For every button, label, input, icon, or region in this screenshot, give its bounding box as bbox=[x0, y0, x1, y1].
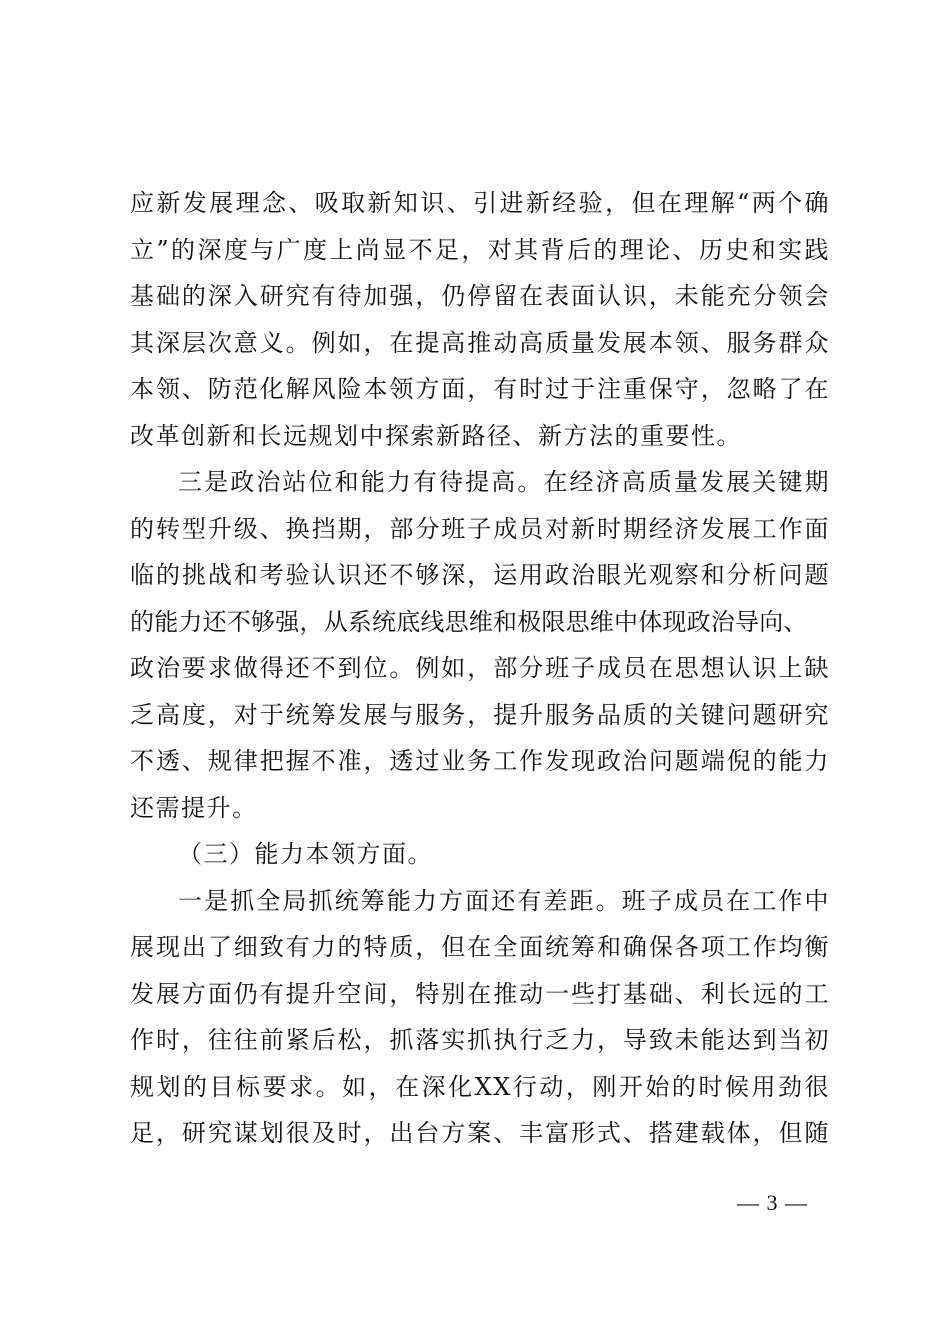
text-line: 乏高度，对于统筹发展与服务，提升服务品质的关键问题研究 bbox=[130, 700, 830, 729]
text-line: 的能力还不够强，从系统底线思维和极限思维中体现政治导向、 bbox=[130, 607, 808, 636]
text-line: 规划的目标要求。如，在深化XX行动，刚开始的时候用劲很 bbox=[130, 1072, 830, 1101]
page-number: — 3 — bbox=[737, 1190, 808, 1215]
text-line: 立”的深度与广度上尚显不足，对其背后的理论、历史和实践 bbox=[130, 235, 830, 264]
section-heading: （三）能力本领方面。 bbox=[178, 840, 433, 868]
text-line: 临的挑战和考验认识还不够深，运用政治眼光观察和分析问题 bbox=[130, 561, 830, 589]
text-line: 足，研究谋划很及时，出台方案、丰富形式、搭建载体，但随 bbox=[130, 1119, 830, 1147]
body-text bbox=[130, 180, 830, 1157]
text-line: 三是政治站位和能力有待提高。在经济高质量发展关键期 bbox=[178, 468, 830, 496]
text-line: 不透、规律把握不准，透过业务工作发现政治问题端倪的能力 bbox=[130, 747, 830, 775]
text-line: 改革创新和长远规划中探索新路径、新方法的重要性。 bbox=[130, 421, 742, 450]
text-line: 其深层次意义。例如，在提高推动高质量发展本领、服务群众 bbox=[130, 328, 830, 357]
text-line: 的转型升级、换挡期，部分班子成员对新时期经济发展工作面 bbox=[130, 514, 830, 543]
text-line: 应新发展理念、吸取新知识、引进新经验，但在理解“两个确 bbox=[130, 189, 830, 217]
text-line: 政治要求做得还不到位。例如，部分班子成员在思想认识上缺 bbox=[130, 654, 830, 682]
text-line: 展现出了细致有力的特质，但在全面统筹和确保各项工作均衡 bbox=[130, 933, 830, 961]
text-line: 还需提升。 bbox=[130, 793, 258, 822]
text-line: 一是抓全局抓统筹能力方面还有差距。班子成员在工作中 bbox=[178, 886, 830, 915]
text-line: 基础的深入研究有待加强，仍停留在表面认识，未能充分领会 bbox=[130, 282, 830, 310]
text-line: 作时，往往前紧后松，抓落实抓执行乏力，导致未能达到当初 bbox=[130, 1026, 830, 1054]
text-line: 本领、防范化解风险本领方面，有时过于注重保守，忽略了在 bbox=[130, 375, 830, 403]
text-line: 发展方面仍有提升空间，特别在推动一些打基础、利长远的工 bbox=[130, 979, 830, 1008]
